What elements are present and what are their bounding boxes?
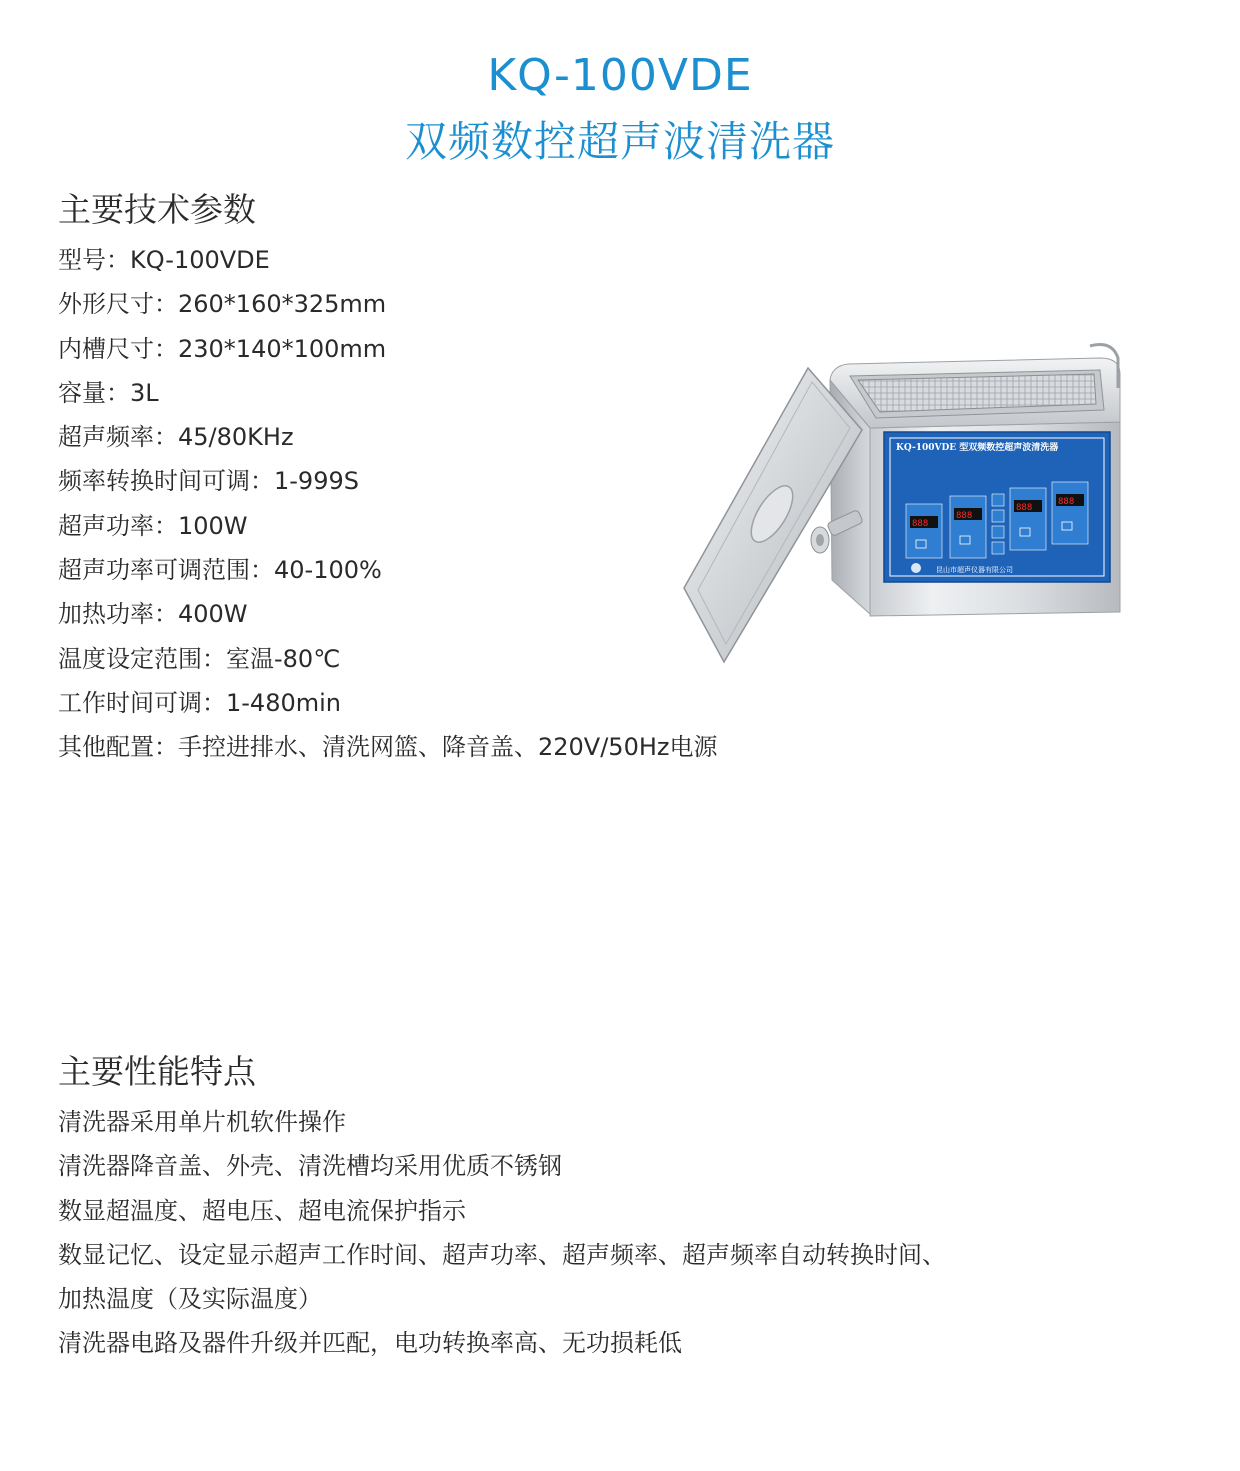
feature-item: 清洗器降音盖、外壳、清洗槽均采用优质不锈钢 bbox=[58, 1152, 562, 1181]
display-module bbox=[1010, 488, 1046, 550]
spec-item: 超声功率可调范围：40-100% bbox=[58, 556, 382, 585]
spec-item: 工作时间可调：1-480min bbox=[58, 688, 341, 717]
features-heading: 主要性能特点 bbox=[58, 1052, 256, 1091]
display-readout: 888 bbox=[912, 519, 929, 529]
display-readout: 888 bbox=[956, 511, 973, 521]
spec-item: 内槽尺寸：230*140*100mm bbox=[58, 334, 387, 363]
spec-item: 温度设定范围：室温-80℃ bbox=[58, 644, 341, 673]
features-list bbox=[58, 1100, 946, 1366]
display-module bbox=[906, 504, 942, 558]
spec-item: 型号：KQ-100VDE bbox=[58, 246, 270, 274]
feature-item: 数显超温度、超电压、超电流保护指示 bbox=[58, 1196, 466, 1225]
spec-item: 容量：3L bbox=[58, 378, 159, 407]
display-readout: 888 bbox=[1058, 497, 1075, 507]
display-module bbox=[1052, 482, 1088, 544]
spec-item: 外形尺寸：260*160*325mm bbox=[58, 290, 387, 319]
spec-item: 其他配置：手控进排水、清洗网篮、降音盖、220V/50Hz电源 bbox=[58, 733, 718, 762]
spec-item: 加热功率：400W bbox=[58, 600, 248, 629]
display-readout: 888 bbox=[1016, 503, 1033, 513]
spec-item: 超声频率：45/80KHz bbox=[58, 423, 294, 452]
specs-list bbox=[58, 238, 718, 770]
ultrasonic-cleaner-image bbox=[680, 318, 1130, 666]
feature-item: 清洗器电路及器件升级并匹配，电功转换率高、无功损耗低 bbox=[58, 1329, 682, 1358]
panel-title-text: KQ-100VDE 型双频数控超声波清洗器 bbox=[896, 443, 1059, 453]
spec-item: 频率转换时间可调：1-999S bbox=[58, 467, 359, 496]
specs-heading: 主要技术参数 bbox=[58, 190, 256, 229]
feature-item: 加热温度（及实际温度） bbox=[58, 1285, 322, 1314]
product-name-title: 双频数控超声波清洗器 bbox=[404, 117, 835, 166]
panel-logo-icon bbox=[911, 563, 921, 573]
feature-item: 清洗器采用单片机软件操作 bbox=[58, 1108, 346, 1136]
display-module bbox=[950, 496, 986, 558]
model-title: KQ-100VDE bbox=[487, 50, 753, 101]
panel-maker-text: 昆山市超声仪器有限公司 bbox=[936, 566, 1013, 574]
feature-item: 数显记忆、设定显示超声工作时间、超声功率、超声频率、超声频率自动转换时间、 bbox=[58, 1240, 946, 1269]
spec-item: 超声功率：100W bbox=[58, 511, 248, 540]
